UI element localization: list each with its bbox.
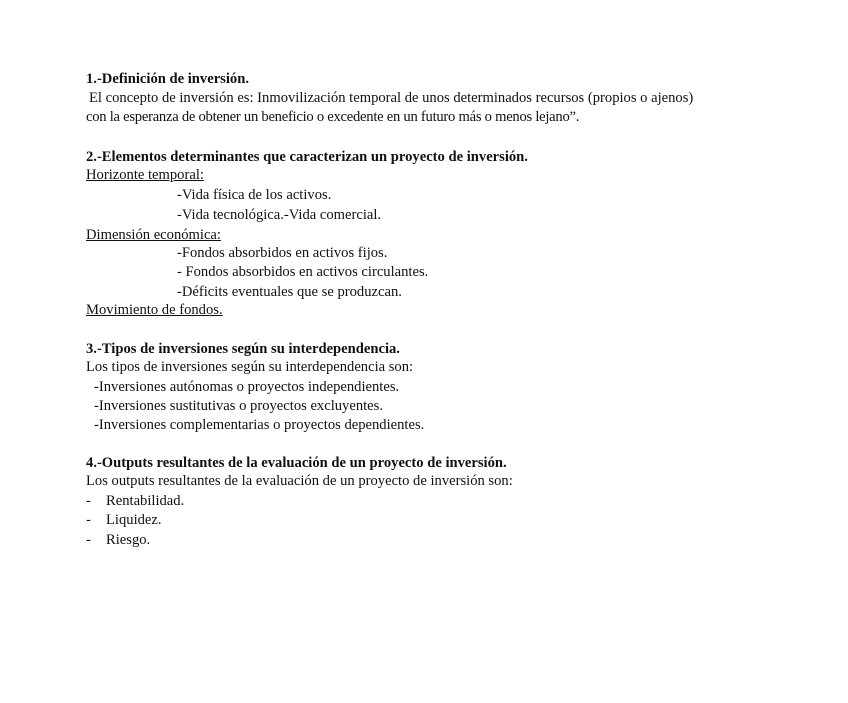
section-3-item: -Inversiones complementarias o proyectos dependientes. [94,417,425,433]
dimension-item: -Déficits eventuales que se produzcan. [177,284,402,300]
dimension-item: -Fondos absorbidos en activos fijos. [177,245,388,261]
list-bullet: - [86,532,91,548]
section-1-text-line-2: con la esperanza de obtener un beneficio o excedente en un futuro más o menos lejano”. [86,109,580,125]
section-4-heading: 4.-Outputs resultantes de la evaluación de un proyecto de inversión. [86,455,507,471]
section-4-item: Riesgo. [106,532,151,548]
list-bullet: - [86,512,91,528]
section-4-item: Liquidez. [106,512,162,528]
section-3-heading: 3.-Tipos de inversiones según su interdependencia. [86,341,400,357]
section-2-heading: 2.-Elementos determinantes que caracterizan un proyecto de inversión. [86,149,528,165]
horizonte-item: -Vida tecnológica.-Vida comercial. [177,207,382,223]
section-3-intro: Los tipos de inversiones según su interdependencia son: [86,359,414,375]
section-4-item: Rentabilidad. [106,493,185,509]
section-1-heading: 1.-Definición de inversión. [86,71,249,87]
section-3-item: -Inversiones autónomas o proyectos independientes. [94,379,400,395]
list-bullet: - [86,493,91,509]
section-3-item: -Inversiones sustitutivas o proyectos excluyentes. [94,398,383,414]
movimiento-de-fondos-label: Movimiento de fondos. [86,302,223,318]
horizonte-temporal-label: Horizonte temporal: [86,167,204,183]
horizonte-item: -Vida física de los activos. [177,187,332,203]
dimension-item: - Fondos absorbidos en activos circulantes. [177,264,429,280]
dimension-economica-label: Dimensión económica: [86,227,221,243]
section-1-text-line-1: El concepto de inversión es: Inmovilización temporal de unos determinados recursos (propios o ajenos) [89,90,694,106]
section-4-intro: Los outputs resultantes de la evaluación de un proyecto de inversión son: [86,473,513,489]
